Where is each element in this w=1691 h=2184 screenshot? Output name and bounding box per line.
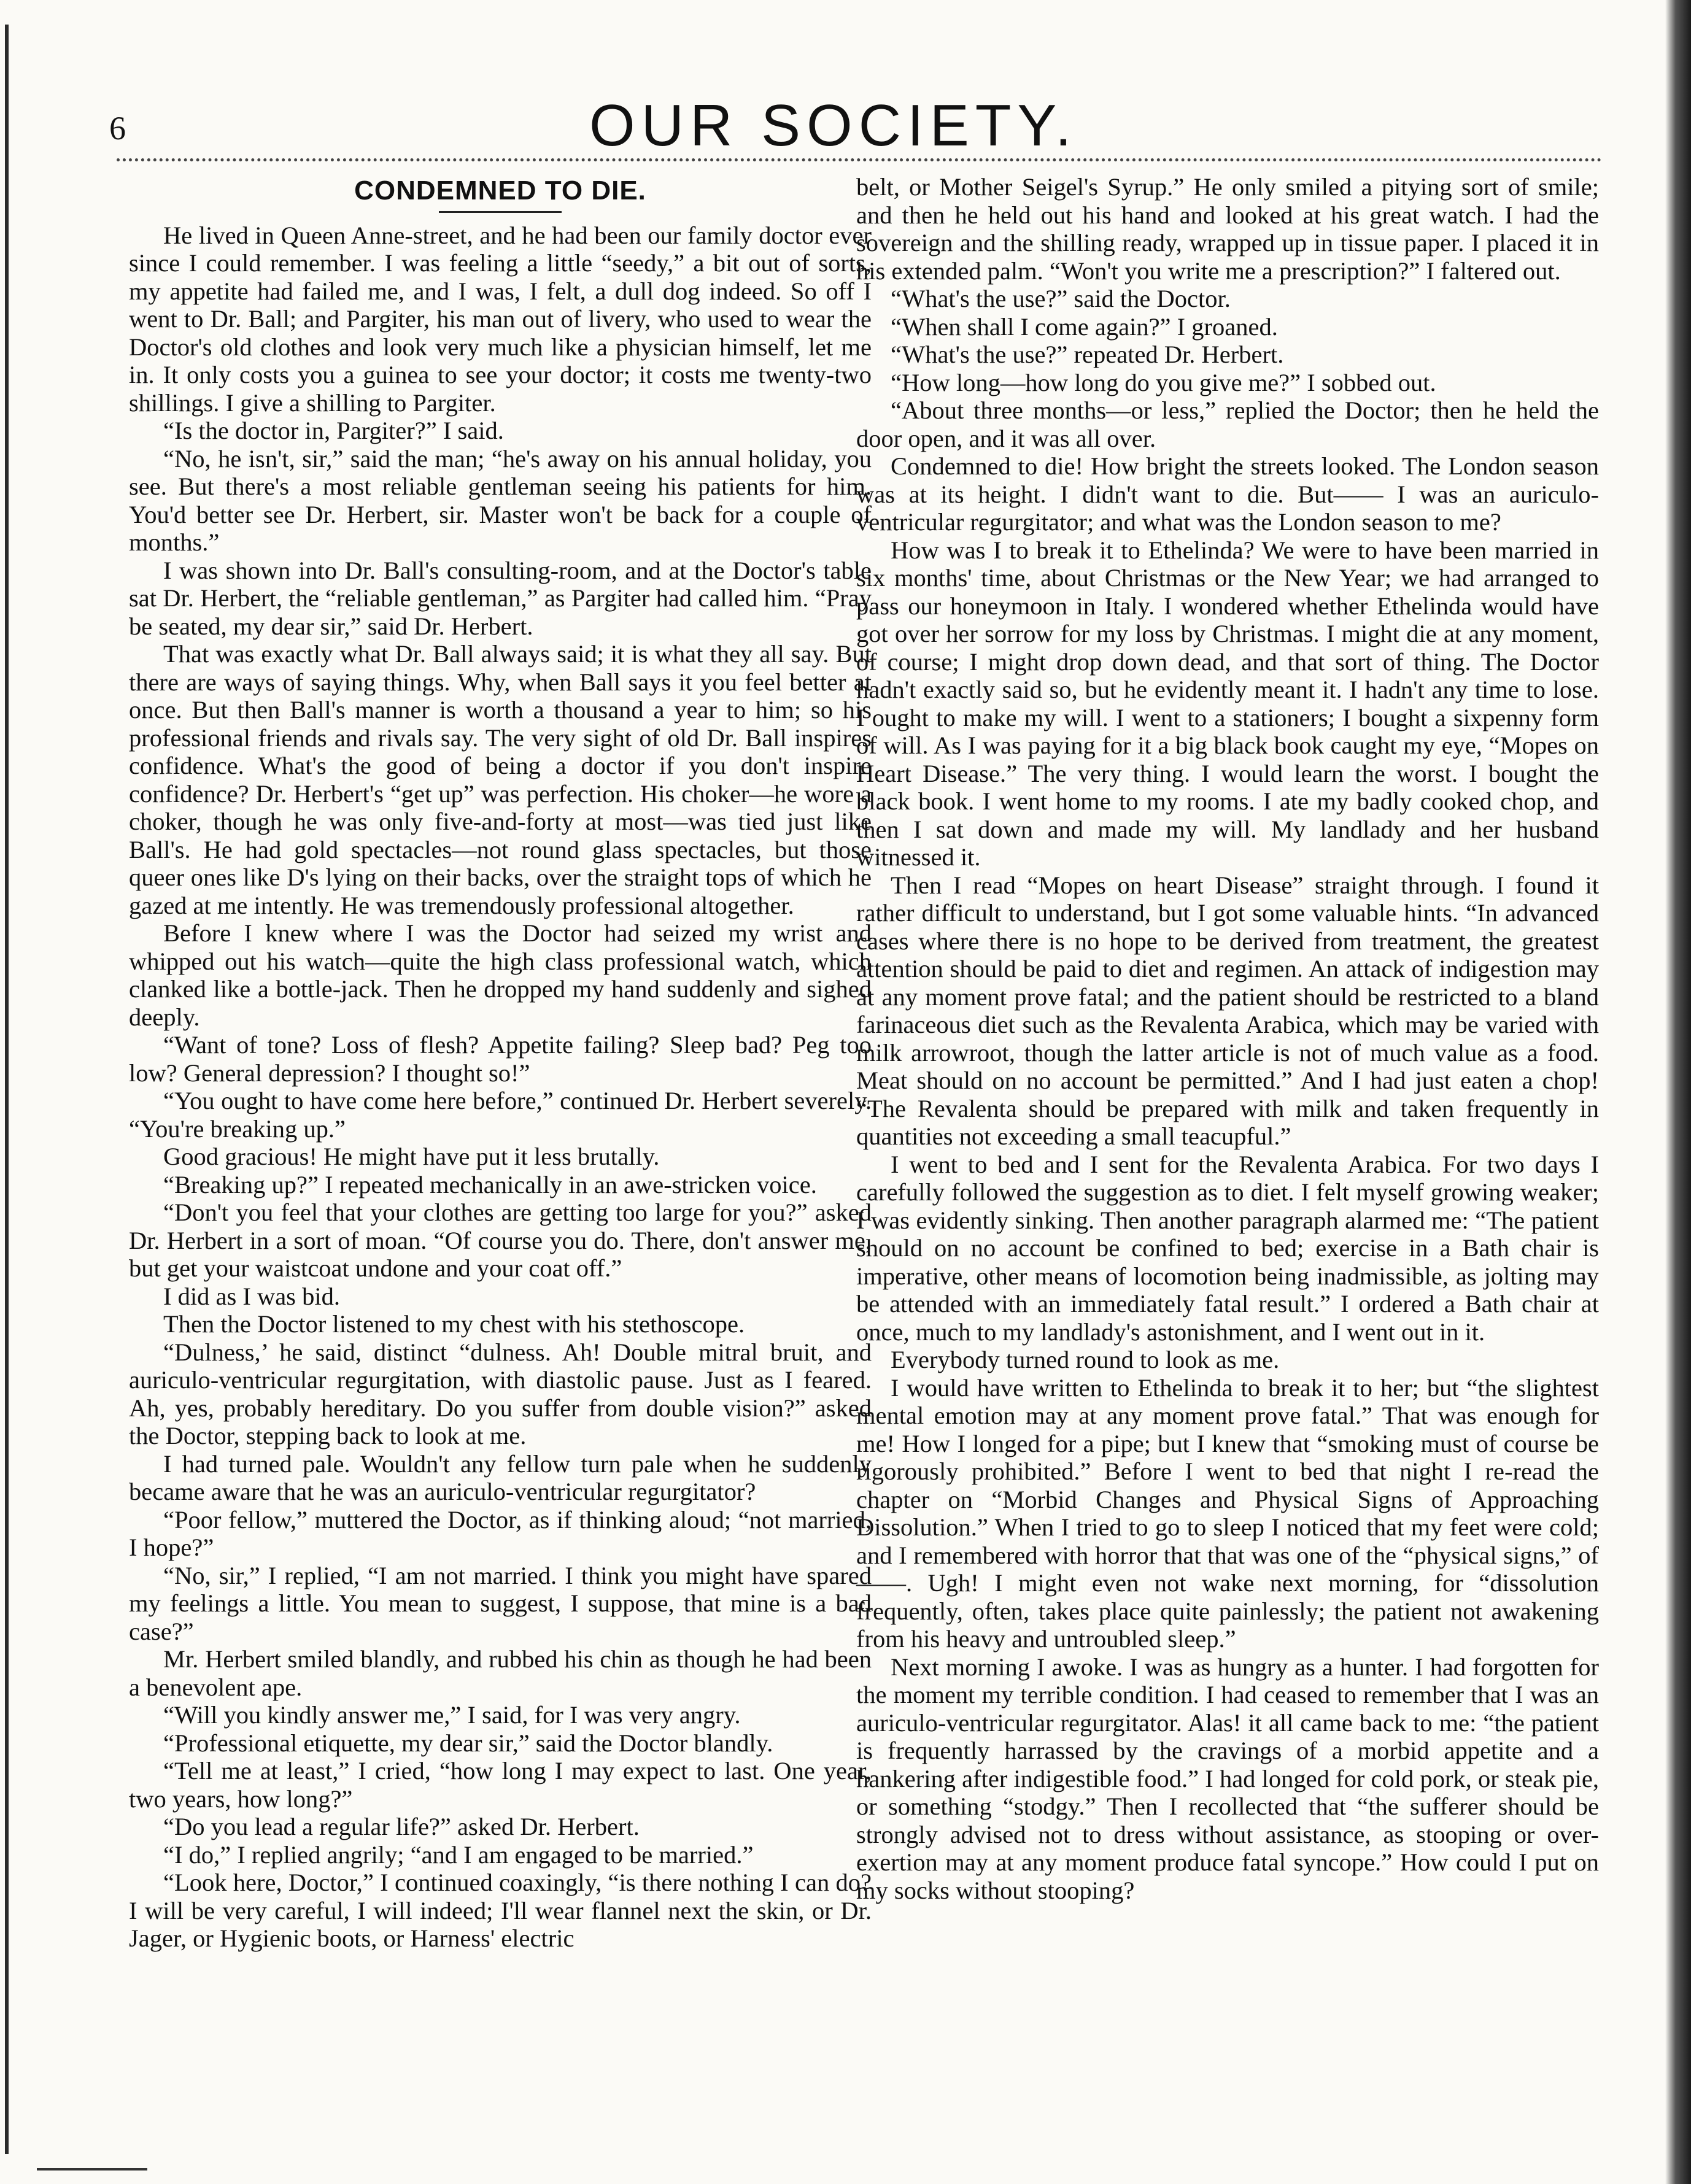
footer-rule	[37, 2168, 147, 2170]
paragraph: “Professional etiquette, my dear sir,” said the Doctor blandly.	[163, 1729, 773, 1757]
paragraph: I was shown into Dr. Ball's consulting-room, and at the Doctor's table sat Dr. Herbert, the “reliable gentleman,” as Pargiter had called him. “Pray be seated, my dear sir,” said Dr. Herbert.	[129, 556, 872, 640]
paragraph: “Tell me at least,” I cried, “how long I may expect to last. One year, two years, how long?”	[129, 1757, 872, 1813]
paragraph: Good gracious! He might have put it less brutally.	[163, 1143, 660, 1170]
paragraph: “What's the use?” said the Doctor.	[891, 285, 1231, 312]
column-left	[129, 173, 872, 1953]
header-rule	[117, 158, 1602, 161]
paragraph: “Breaking up?” I repeated mechanically in an awe-stricken voice.	[163, 1170, 817, 1198]
paragraph: Then I read “Mopes on heart Disease” straight through. I found it rather difficult to understand, but I got some valuable hints. “In advanced cases where there is no hope to be derived from treatment, the greatest attention should be paid to diet and regimen. An attack of indigestion may at any moment prove fatal; and the patient should be restricted to a bland farinaceous diet such as the Revalenta Arabica, which may be varied with milk arrowroot, though the latter article is not of much value as a food. Meat should on no account be permitted.” And I had just eaten a chop! “The Revalenta should be prepared with milk and taken frequently in quantities not exceeding a small teacupful.”	[856, 871, 1599, 1150]
page-binding-shadow	[1665, 0, 1691, 2184]
paragraph: “About three months—or less,” replied the Doctor; then he held the door open, and it was all over.	[856, 396, 1599, 452]
paragraph: “When shall I come again?” I groaned.	[891, 312, 1278, 341]
article-title: CONDEMNED TO DIE.	[354, 176, 646, 206]
paragraph: “Want of tone? Loss of flesh? Appetite failing? Sleep bad? Peg too low? General depression? I thought so!”	[129, 1031, 872, 1087]
page-left-edge	[5, 25, 9, 2154]
paragraph: I did as I was bid.	[163, 1282, 340, 1310]
masthead: OUR SOCIETY.	[589, 93, 1078, 158]
paragraph: “Do you lead a regular life?” asked Dr. Herbert.	[163, 1813, 640, 1840]
paragraph: Everybody turned round to look as me.	[891, 1346, 1280, 1373]
paragraph: “I do,” I replied angrily; “and I am engaged to be married.”	[163, 1840, 754, 1869]
paragraph: Before I knew where I was the Doctor had seized my wrist and whipped out his watch—quite the high class professional watch, which clanked like a bottle-jack. Then he dropped my hand suddenly and sighed deeply.	[129, 919, 872, 1031]
paragraph: “What's the use?” repeated Dr. Herbert.	[891, 341, 1284, 368]
paragraph: “Look here, Doctor,” I continued coaxingly, “is there nothing I can do? I will be very careful, I will indeed; I'll wear flannel next the skin, or Dr. Jager, or Hygienic boots, or Harness' electric	[129, 1869, 872, 1952]
paragraph: I would have written to Ethelinda to break it to her; but “the slightest mental emotion may at any moment prove fatal.” That was enough for me! How I longed for a pipe; but I knew that “smoking must of course be rigorously prohibited.” Before I went to bed that night I re-read the chapter on “Morbid Changes and Physical Signs of Approaching Dissolution.” When I tried to go to sleep I noticed that my feet were cold; and I remembered with horror that that was one of the “physical signs,” of——. Ugh! I might even not wake next morning, for “dissolution frequently, often, takes place quite painlessly; the patient not awakening from his heavy and untroubled sleep.”	[856, 1373, 1599, 1653]
left-column-body	[129, 222, 872, 1953]
paragraph: “How long—how long do you give me?” I sobbed out.	[891, 368, 1436, 396]
column-right	[856, 173, 1599, 1904]
paragraph: I had turned pale. Wouldn't any fellow turn pale when he suddenly became aware that he was an auriculo-ventricular regurgitator?	[129, 1449, 872, 1505]
paragraph: “Will you kindly answer me,” I said, for I was very angry.	[163, 1701, 741, 1729]
paragraph: That was exactly what Dr. Ball always said; it is what they all say. But there are ways of saying things. Why, when Ball says it you feel better at once. But then Ball's manner is worth a thousand a year to him; so his professional friends and rivals say. The very sight of old Dr. Ball inspires confidence. What's the good of being a doctor if you don't inspire confidence? Dr. Herbert's “get up” was perfection. His choker—he wore a choker, though he was only five-and-forty at most—was tied just like Ball's. He had gold spectacles—not round glass spectacles, but those queer ones like D's lying on their backs, over the straight tops of which he gazed at me intently. He was tremendously professional altogether.	[129, 640, 872, 919]
paragraph: belt, or Mother Seigel's Syrup.” He only smiled a pitying sort of smile; and then he held out his hand and looked at his great watch. I had the sovereign and the shilling ready, wrapped up in tissue paper. I placed it in his extended palm. “Won't you write me a prescription?” I faltered out.	[856, 173, 1599, 285]
paragraph: “Don't you feel that your clothes are getting too large for you?” asked Dr. Herbert in a sort of moan. “Of course you do. There, don't answer me, but get your waistcoat undone and your coat off.”	[129, 1198, 872, 1282]
paragraph: “No, he isn't, sir,” said the man; “he's away on his annual holiday, you see. But there's a most reliable gentleman seeing his patients for him. You'd better see Dr. Herbert, sir. Master won't be back for a couple of months.”	[129, 444, 872, 556]
paragraph: “No, sir,” I replied, “I am not married. I think you might have spared my feelings a little. You mean to suggest, I suppose, that mine is a bad case?”	[129, 1561, 872, 1645]
paragraph: Condemned to die! How bright the streets looked. The London season was at its height. I didn't want to die. But—— I was an auriculo-ventricular regurgitator; and what was the London season to me?	[856, 452, 1599, 536]
paragraph: “You ought to have come here before,” continued Dr. Herbert severely. “You're breaking up.”	[129, 1087, 872, 1143]
paragraph: “Poor fellow,” muttered the Doctor, as if thinking aloud; “not married, I hope?”	[129, 1505, 872, 1561]
paragraph: Then the Doctor listened to my chest with his stethoscope.	[163, 1310, 745, 1338]
paragraph: I went to bed and I sent for the Revalenta Arabica. For two days I carefully followed the suggestion as to diet. I felt myself growing weaker; I was evidently sinking. Then another paragraph alarmed me: “The patient should on no account be confined to bed; exercise in a Bath chair is imperative, other means of locomotion being inadmissible, as jolting may be attended with an immediately fatal result.” I ordered a Bath chair at once, much to my landlady's astonishment, and I went out in it.	[856, 1150, 1599, 1346]
paragraph: Next morning I awoke. I was as hungry as a hunter. I had forgotten for the moment my terrible condition. I had ceased to remember that I was an auriculo-ventricular regurgitator. Alas! it all came back to me: “the patient is frequently harrassed by the cravings of a morbid appetite and a hankering after indigestible food.” I had longed for cold pork, or steak pie, or something “stodgy.” Then I recollected that “the sufferer should be strongly advised not to dress without assistance, as stooping or over-exertion may at any moment produce fatal syncope.” How could I put on my socks without stooping?	[856, 1653, 1599, 1904]
page-number: 6	[109, 110, 126, 147]
paragraph: “Is the doctor in, Pargiter?” I said.	[163, 417, 504, 444]
right-column-body	[856, 173, 1599, 1904]
paragraph: Mr. Herbert smiled blandly, and rubbed his chin as though he had been a benevolent ape.	[129, 1645, 872, 1701]
paragraph: He lived in Queen Anne-street, and he had been our family doctor ever since I could remember. I was feeling a little “seedy,” a bit out of sorts, my appetite had failed me, and I was, I felt, a dull dog indeed. So off I went to Dr. Ball; and Pargiter, his man out of livery, who used to wear the Doctor's old clothes and look very much like a physician himself, let me in. It only costs you a guinea to see your doctor; it costs me twenty-two shillings. I give a shilling to Pargiter.	[129, 221, 872, 417]
paragraph: “Dulness,’ he said, distinct “dulness. Ah! Double mitral bruit, and auriculo-ventricular regurgitation, with diastolic pause. Just as I feared. Ah, yes, probably hereditary. Do you suffer from double vision?” asked the Doctor, stepping back to look at me.	[129, 1338, 872, 1449]
paragraph: How was I to break it to Ethelinda? We were to have been married in six months' time, about Christmas or the New Year; we had arranged to pass our honeymoon in Italy. I wondered whether Ethelinda would have got over her sorrow for my loss by Christmas. I might die at any moment, of course; I might drop down dead, and that sort of thing. The Doctor hadn't exactly said so, but he evidently meant it. I hadn't any time to lose. I ought to make my will. I went to a stationers; I bought a sixpenny form of will. As I was paying for it a big black book caught my eye, “Mopes on Heart Disease.” The very thing. I would learn the worst. I bought the black book. I went home to my rooms. I ate my badly cooked chop, and then I sat down and made my will. My landlady and her husband witnessed it.	[856, 536, 1599, 871]
title-rule	[439, 211, 562, 213]
